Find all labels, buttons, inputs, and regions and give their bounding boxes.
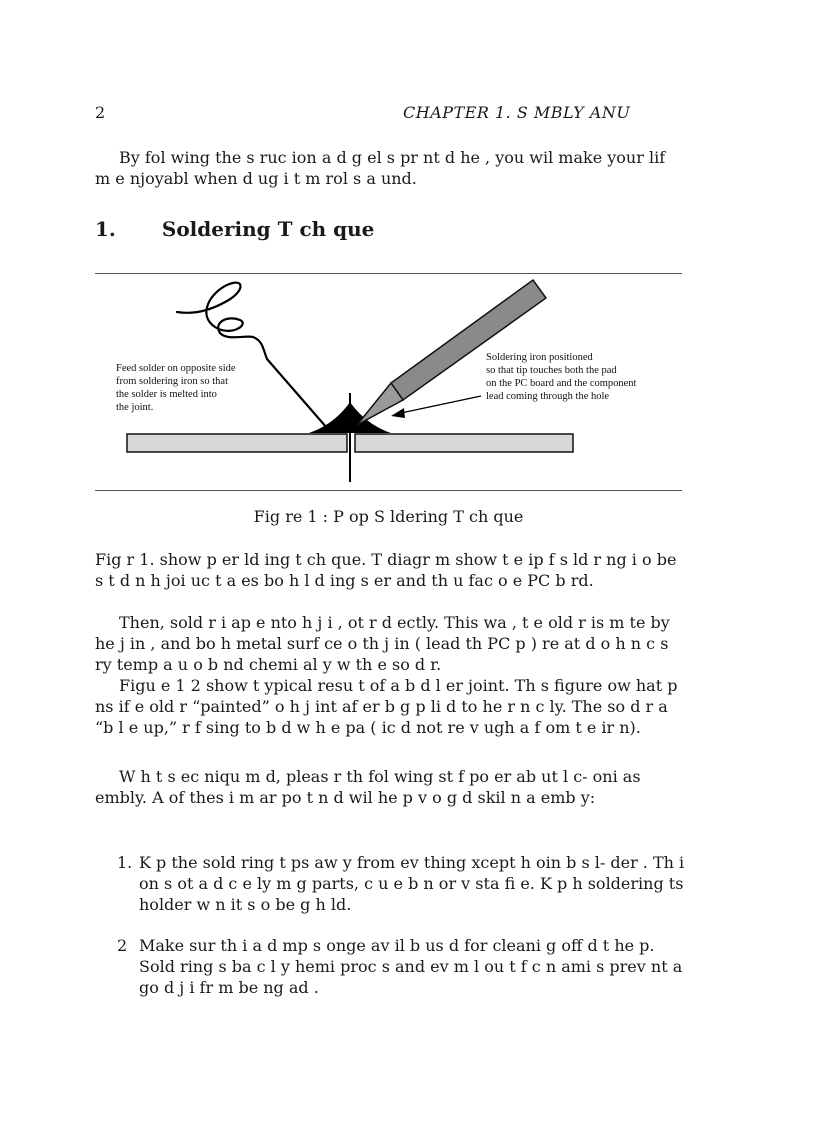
pointer-arrow-head (391, 408, 405, 418)
figure-caption: Fig re 1 : P op S ldering T ch que (253, 507, 524, 526)
figure-bottom-rule (95, 490, 682, 491)
intro-paragraph: By fol wing the s ruc ion a d g el s pr nt d he , you wil make your lif m e njoyabl when d ug i t m rol s a und. (95, 148, 666, 188)
right-annotation-line: on the PC board and the component (486, 378, 637, 389)
body-paragraph: Figu e 1 2 show t ypical resu t of a b d l er joint. Th s figure ow hat p ns if e old r “painted” o h j int af er b g p li d to he r n c ly. The so d r a “b l e up,” r f sing to b d w h e pa ( ic d not re v ugh a f om t e ir n). (95, 676, 678, 737)
pc-board-right (355, 434, 573, 452)
list-item-text: K p the sold ring t ps aw y from ev thing xcept h oin b s l- der . Th i on s ot a d c e ly m g parts, c u e b n or v sta fi e. K p h soldering ts holder w n it s o be g h ld. (139, 853, 685, 914)
left-annotation (116, 363, 238, 413)
soldering-figure (95, 275, 682, 487)
figure-top-rule (95, 273, 682, 274)
right-annotation-line: lead coming through the hole (486, 391, 610, 402)
section-heading (95, 217, 374, 241)
left-annotation-line: the solder is melted into (116, 389, 217, 400)
section-number: 1. (95, 217, 116, 241)
pc-board-left (127, 434, 347, 452)
solder-wire (177, 283, 327, 428)
left-annotation-line: Feed solder on opposite side (116, 363, 236, 374)
body-paragraph: W h t s ec niqu m d, pleas r th fol wing st f po er ab ut l c- oni as embly. A of thes i m ar po t n d wil he p v o g d skil n a emb y: (95, 767, 641, 807)
body-paragraph: Fig r 1. show p er ld ing t ch que. T diagr m show t e ip f s ld r ng i o be s t d n h joi uc t a es bo h l d ing s er and th u fac o e PC b rd. (95, 550, 677, 590)
left-annotation-line: from soldering iron so that (116, 376, 228, 387)
list-item (117, 935, 685, 998)
left-annotation-line: the joint. (116, 402, 154, 413)
list-number: 2 (117, 936, 128, 955)
list-item (117, 852, 685, 915)
right-annotation-line: Soldering iron positioned (486, 352, 593, 363)
list-item-text: Make sur th i a d mp s onge av il b us d for cleani g off d t he p. Sold ring s ba c l y hemi proc s and ev m l ou t f c n ami s prev nt a go d j i fr m be ng ad . (139, 936, 683, 997)
right-annotation-line: so that tip touches both the pad (486, 365, 617, 376)
section-title: Soldering T ch que (161, 217, 375, 241)
right-annotation (486, 352, 639, 402)
running-head: CHAPTER 1. S MBLY ANU (403, 103, 631, 122)
page-number: 2 (95, 103, 106, 122)
list-number: 1. (117, 853, 133, 872)
soldering-iron-tip (357, 383, 403, 425)
body-paragraph: Then, sold r i ap e nto h j i , ot r d ectly. This wa , t e old r is m te by he j in , and bo h metal surf ce o th j in ( lead th PC p ) re at d o h n c s ry temp a u o b nd chemi al y w th e so d r. (95, 613, 670, 674)
